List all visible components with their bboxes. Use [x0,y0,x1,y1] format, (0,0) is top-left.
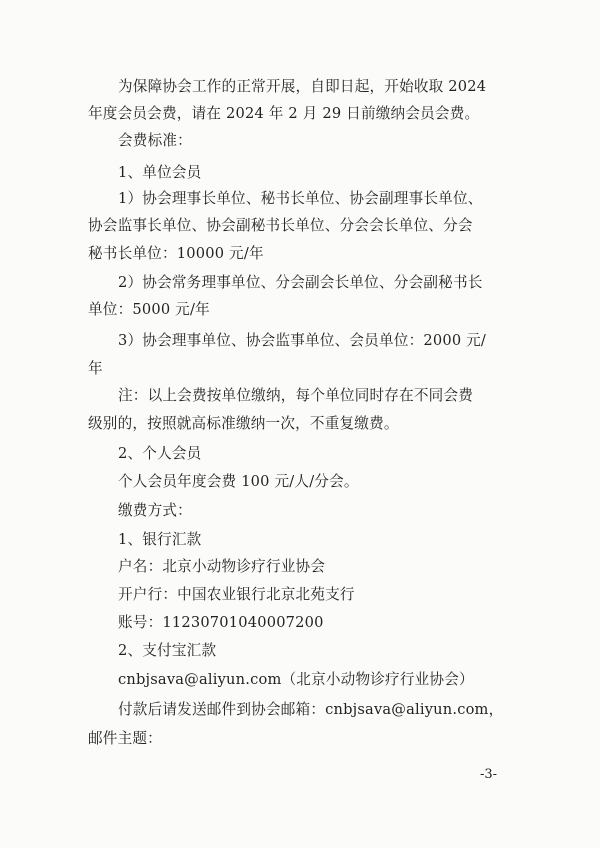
unit-tier-3-line-1: 3）协会理事单位、协会监事单位、会员单位：2000 元/ [118,332,487,349]
account-number-line: 账号：11230701040007200 [118,614,324,631]
alipay-heading: 2、支付宝汇款 [118,642,217,659]
alipay-account-line: cnbjsava@aliyun.com（北京小动物诊疗行业协会） [118,671,474,688]
personal-fee-line: 个人会员年度会费 100 元/人/分会。 [118,473,359,490]
bank-branch-line: 开户行：中国农业银行北京北苑支行 [118,586,355,603]
page-number: -3- [480,767,498,782]
unit-tier-1-line-2: 协会监事长单位、协会副秘书长单位、分会会长单位、分会 [88,217,473,234]
unit-tier-2-line-1: 2）协会常务理事单位、分会副会长单位、分会副秘书长 [118,274,483,291]
unit-tier-1-line-1: 1）协会理事长单位、秘书长单位、协会副理事长单位、 [118,190,483,207]
email-instruction-line-1: 付款后请发送邮件到协会邮箱：cnbjsava@aliyun.com， [118,701,504,718]
note-line-2: 级别的，按照就高标准缴纳一次，不重复缴费。 [88,415,399,432]
note-line-1: 注：以上会费按单位缴纳，每个单位同时存在不同会费 [118,387,474,404]
paragraph-intro-line-1: 为保障协会工作的正常开展，自即日起，开始收取 2024 [118,78,487,95]
bank-transfer-heading: 1、银行汇款 [118,531,202,548]
unit-tier-1-line-3: 秘书长单位：10000 元/年 [88,245,264,262]
unit-member-heading: 1、单位会员 [118,164,202,181]
unit-tier-3-line-2: 年 [88,360,103,377]
personal-member-heading: 2、个人会员 [118,445,202,462]
unit-tier-2-line-2: 单位：5000 元/年 [88,301,210,318]
email-instruction-line-2: 邮件主题： [88,730,162,747]
payment-method-heading: 缴费方式： [118,502,192,519]
account-name-line: 户名：北京小动物诊疗行业协会 [118,558,326,575]
paragraph-intro-line-2: 年度会员会费，请在 2024 年 2 月 29 日前缴纳会员会费。 [88,105,480,122]
fee-standard-heading: 会费标准： [118,132,192,149]
